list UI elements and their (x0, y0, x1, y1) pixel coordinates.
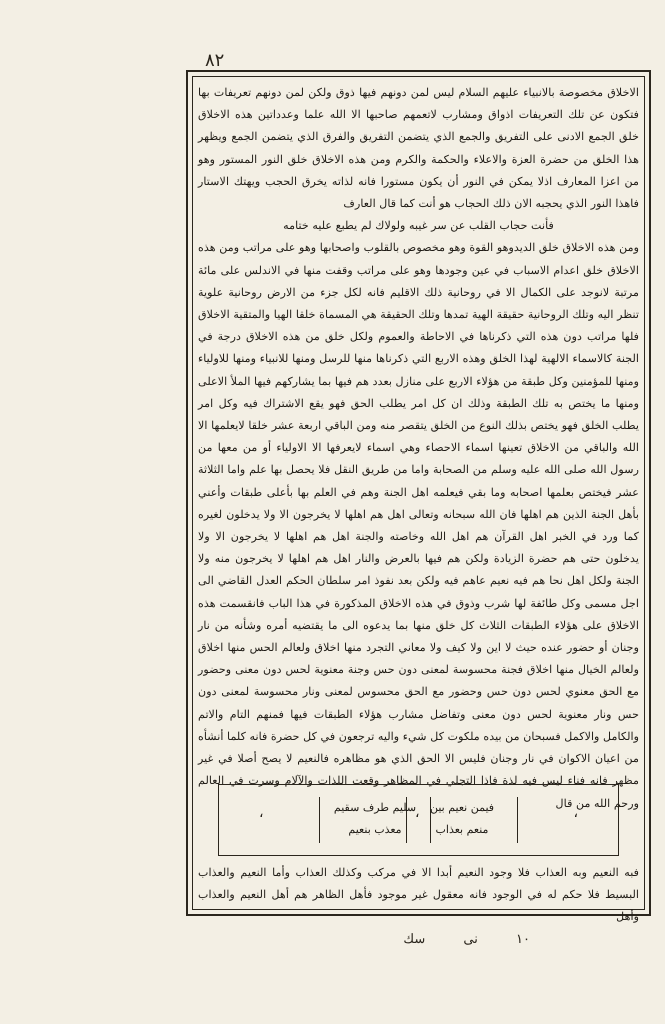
poem-line: منعم بعذاب (435, 823, 489, 836)
paragraph: الاخلاق مخصوصة بالانبياء عليهم السلام ليس لمن دونهم فيها ذوق ولكن لمن دونهم تعريفات بها فتكون عن تلك التعريفات اذواق ومشارب لاتعمهم صاحبها الا الله علما وعدداتين هذه الاخلاق خلق الجمع الادنى على التفريق والجمع الذي يتضمن التفريق والفرق الذي يتضمن الجمع ويظهر هذا الخلق من حضرة العزة والاعلاء والحكمة والكرم ومن هذه الاخلاق خلق النور المستور وهو من اعزا المعارف اذلا يمكن في النور أن يكون مستورا فانه لذاته يخرق الحجب ويهتك الاستار فاهذا النور الذي يحجبه الان ذلك الحجاب هو أنت كما قال العارف (198, 86, 639, 211)
catchwords (330, 932, 530, 947)
catchword: نى (463, 932, 478, 947)
catchword: سك (403, 932, 426, 947)
poem-line: فيمن نعيم بين (429, 801, 495, 814)
poem-box (218, 784, 619, 856)
poem-line: معذب بنعيم (348, 823, 402, 836)
poem-line: سليم طرف سقيم (333, 801, 417, 814)
bottom-text-block: فبه النعيم وبه العذاب فلا وجود النعيم أبدا الا في مركب وكذلك العذاب وأما النعيم والعذاب البسيط فلا حكم له في الوجود فانه معقول غير موجود فأهل الظاهر هم أهل النعيم والعذاب وأهل (198, 866, 639, 923)
page-frame (186, 70, 651, 923)
page-number: ٨٢ (205, 50, 225, 71)
catchword: ١٠ (516, 932, 530, 947)
verse-line: فأنت حجاب القلب عن سر غيبه ولولاك لم يطبع عليه ختامه (283, 219, 554, 233)
poem-mark: ، (573, 805, 578, 821)
poem-mark: ، (259, 805, 264, 821)
paragraph: ومن هذه الاخلاق خلق الديدوهو القوة وهو مخصوص بالقلوب واصحابها وهو على مراتب ومن هذه الاخلاق خلق اعدام الاسباب في عين وجودها وهو على مراتب وقفت منها في الاندلس على مائة مرتبة لانوجد على الكمال الا في روحانية ذلك الاقليم فانه لكل جزء من الارض روحانية علوية تنظر اليه وتلك الروحانية حقيقة الهية تمدها وتلك الحقيقة هي المسماة خلقا الهيا والمتقية الاخلاق فلها مراتب دون هذه التي ذكرناها في الاحاطة والعموم ولكل خلق من هذه الاخلاق درجة في الجنة كالاسماء الالهية لهذا الخلق وهذه الاربع التي ذكرناها منها للرسل ومنها للانبياء ومنها للاولياء ومنها للمؤمنين وكل طبقة من هؤلاء الاربع على منازل بعدد هم فيها بما يشاركهم فيها الملأ الاعلى ومنها ما يختص به تلك الطبقة وذلك ان كل امر يطلب الحق فهو يقع الاشتراك فيه وكل امر يطلب الخلق فهو يختص بذلك النوع من الخلق يتقصر منه ومن الباقي اربعة عشر خلقا لايعلمها الا الله والباقي من الاخلاق تعينها اسماء الاحصاء وهي اسماء لايعرفها الا الاولياء أو من معها من رسول الله صلى الله عليه وسلم من الصحابة واما من طريق النقل فلا يحصل بها علم واما الثلاثة عشر فيختص بعلمها اصحابه وما بقي فيعلمه اهل الجنة وهم في العلم بها بأعلى طبقات وأعني بأهل الجنة الذين هم اهلها فان الله سبحانه وتعالى اهل هم اهلها لا يخرجون الا ولا يدخلون لغيره كما ورد في الخبر اهل القرآن هم اهل الله وخاصته والجنة اهل هم اهلها لا يخرجون الا ولا يدخلون حتى هم حضرة الزيادة ولكن هم فيها بالعرض والنار اهل هم اهلها لا يخرجون منه ولا الجنة ولكل اهل نحا هم فيه نعيم عاهم فيه ولكن بعد نفوذ امر سلطان الحكم العدل القاضي الى اجل مسمى وكل طائفة لها شرب وذوق في هذه الاخلاق المذكورة في هذا الباب فانقسمت هذه الاخلاق على هؤلاء الطبقات الثلاث كل خلق منها بما يدعوه الى ما يقتضيه أمره وشأنه من نار وجنان أو حضور عنده حيث لا اين ولا كيف ولا معاني التجرد منها اخلاق ولعالم الحس منها اخلاق ولعالم الخيال منها اخلاق فجنة محسوسة لمعنى دون حس وجنة معنوية لحس دون معنى وحضور مع الحق معنوي لحس دون حس وحضور مع الحق محسوس لمعنى ونار محسوسة لمعنى دون حس ونار معنوية لحس دون معنى وتفاضل مشارب هؤلاء الطبقات فيها فمنهم التام والاتم والكامل والاكمل فسبحان من بيده ملكوت كل شيء واليه ترجعون في كل حضرة فانه كلما أنشأه من اعيان الاكوان في نار وجنان فليس الا الحق الذي هو مظاهره فالنعيم لا يصح أصلا في غير مظهر فانه فناء ليس فيه لذة فاذا التجلي في المظاهر وقعت اللذات والآلام وسرت في العالم ورحم الله من قال (198, 241, 639, 810)
poem-mark: ، (415, 805, 420, 821)
poem-cell-left (319, 797, 431, 843)
